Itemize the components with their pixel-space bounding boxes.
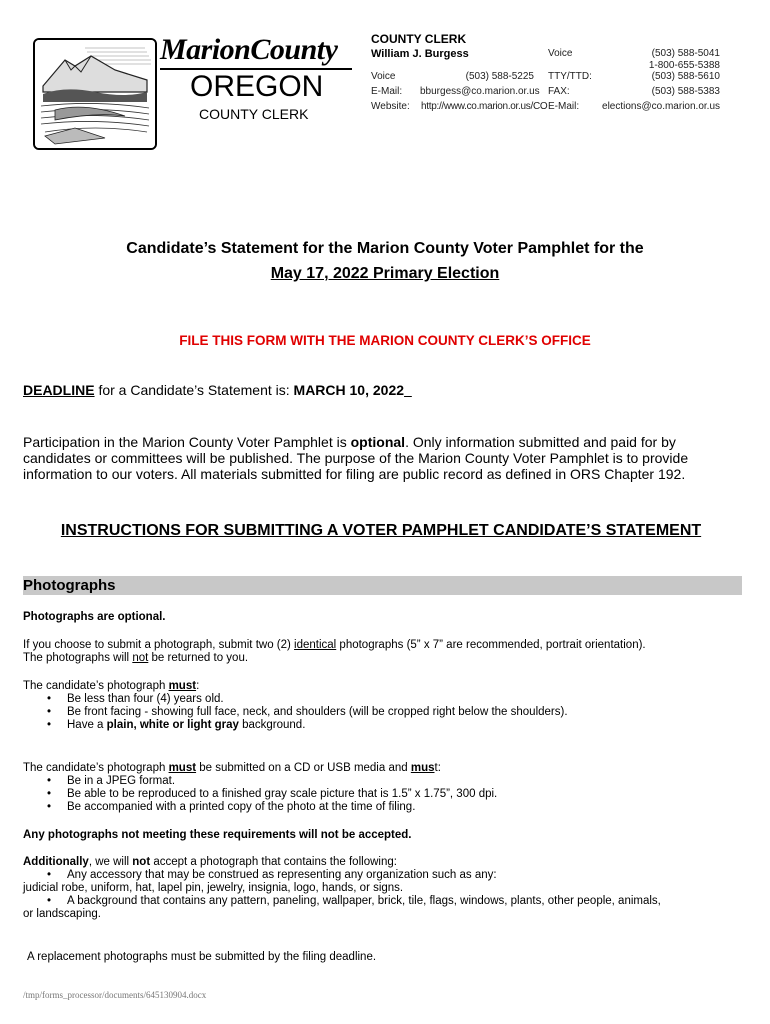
list-item: • Any accessory that may be construed as representing any organization such as any: (23, 869, 745, 882)
document-title-line2: May 17, 2022 Primary Election (270, 265, 500, 282)
tty-value: (503) 588-5610 (651, 71, 720, 82)
participation-paragraph: Participation in the Marion County Voter Pamphlet is optional. Only information submitted and paid for by candidates or committees will be published. The purpose of the Marion County Voter Pamphlet is to provide information to our voters. All materials submitted for filing are public record as defined in ORS Chapter 192. (23, 434, 689, 482)
deadline-label: DEADLINE (23, 382, 95, 398)
left-voice-label: Voice (371, 71, 396, 82)
deadline-text: for a Candidate’s Statement is: (94, 382, 294, 398)
file-notice: FILE THIS FORM WITH THE MARION COUNTY CLERK’S OFFICE (179, 333, 591, 348)
list-item: • Be accompanied with a printed copy of the photo at the time of filing. (23, 801, 745, 814)
footer-file-path: /tmp/forms_processor/documents/645130904.docx (23, 990, 207, 1000)
photographs-section-bar (23, 576, 742, 595)
logo-state: OREGON (190, 70, 324, 103)
header-title: COUNTY CLERK (371, 32, 467, 46)
list-item: • Be in a JPEG format. (23, 775, 745, 788)
logo-county-name: MarionCounty (160, 33, 338, 66)
tty-label: TTY/TTD: (548, 71, 592, 82)
list-item: • Be able to be reproduced to a finished gray scale picture that is 1.5” x 1.75”, 300 dpi. (23, 788, 745, 801)
tollfree-value: 1-800-655-5388 (648, 60, 720, 71)
photographs-section-title: Photographs (23, 577, 116, 594)
elections-email-link[interactable]: elections@co.marion.or.us (602, 101, 720, 112)
replacement-note: A replacement photographs must be submitted by the filing deadline. (27, 951, 377, 963)
list-item: • Be less than four (4) years old. (23, 693, 745, 706)
left-email-label: E-Mail: (371, 86, 403, 97)
list-item: • A background that contains any pattern, paneling, wallpaper, brick, tile, flags, windows, plants, other people, animals, (23, 895, 745, 908)
submit-instructions: If you choose to submit a photograph, submit two (2) identical photographs (5” x 7” are recommended, portrait orientation). The photographs will not be returned to you. (23, 639, 646, 664)
not-accepted-warning: Any photographs not meeting these requirements will not be accepted. (23, 829, 412, 841)
list-item-continuation: judicial robe, uniform, hat, lapel pin, jewelry, insignia, logo, hands, or signs. (23, 882, 404, 894)
instructions-heading: INSTRUCTIONS FOR SUBMITTING A VOTER PAMPHLET CANDIDATE’S STATEMENT (60, 522, 702, 539)
clerk-name: William J. Burgess (371, 48, 469, 60)
fax-label: FAX: (548, 86, 570, 97)
elections-email-label: E-Mail: (548, 101, 580, 112)
left-website-label: Website: (371, 101, 410, 112)
list-item-continuation: or landscaping. (23, 908, 101, 920)
left-voice-value: (503) 588-5225 (465, 71, 534, 82)
photo-requirements: The candidate’s photograph must: • Be less than four (4) years old. • Be front facing - showing full face, neck, and shoulders (will be cropped right below the shoulders). • Have a plain, white or light gray background. (23, 680, 745, 732)
clerk-email-link[interactable]: bburgess@co.marion.or.us (420, 86, 540, 97)
list-item: • Be front facing - showing full face, neck, and shoulders (will be cropped right below the shoulders). (23, 706, 745, 719)
right-voice-label: Voice (548, 48, 573, 59)
deadline-line (23, 382, 412, 398)
deadline-date: MARCH 10, 2022 (293, 382, 405, 398)
additional-restrictions: Additionally, we will not accept a photograph that contains the following: • Any accessory that may be construed as representing any organization such as any: judicial robe, uniform, hat, lapel pin, jewelry, insignia, logo, hands, or signs. • A background that contains any pattern, paneling, wallpaper, brick, tile, flags, windows, plants, other people, animals, or landscaping. (23, 856, 745, 921)
document-title-line1: Candidate’s Statement for the Marion County Voter Pamphlet for the (126, 240, 644, 257)
media-requirements: The candidate’s photograph must be submitted on a CD or USB media and must: • Be in a JPEG format. • Be able to be reproduced to a finished gray scale picture that is 1.5” x 1.75”, 300 dpi. • Be accompanied with a printed copy of the photo at the time of filing. (23, 762, 745, 814)
right-voice-value: (503) 588-5041 (651, 48, 720, 59)
county-seal-logo (33, 38, 157, 150)
logo-department: COUNTY CLERK (199, 106, 309, 122)
website-link[interactable]: http://www.co.marion.or.us/CO (421, 101, 548, 112)
list-item: • Have a plain, white or light gray background. (23, 719, 745, 732)
fax-value: (503) 588-5383 (651, 86, 720, 97)
photos-optional-text: Photographs are optional. (23, 611, 166, 623)
mountain-landscape-icon (35, 40, 155, 148)
